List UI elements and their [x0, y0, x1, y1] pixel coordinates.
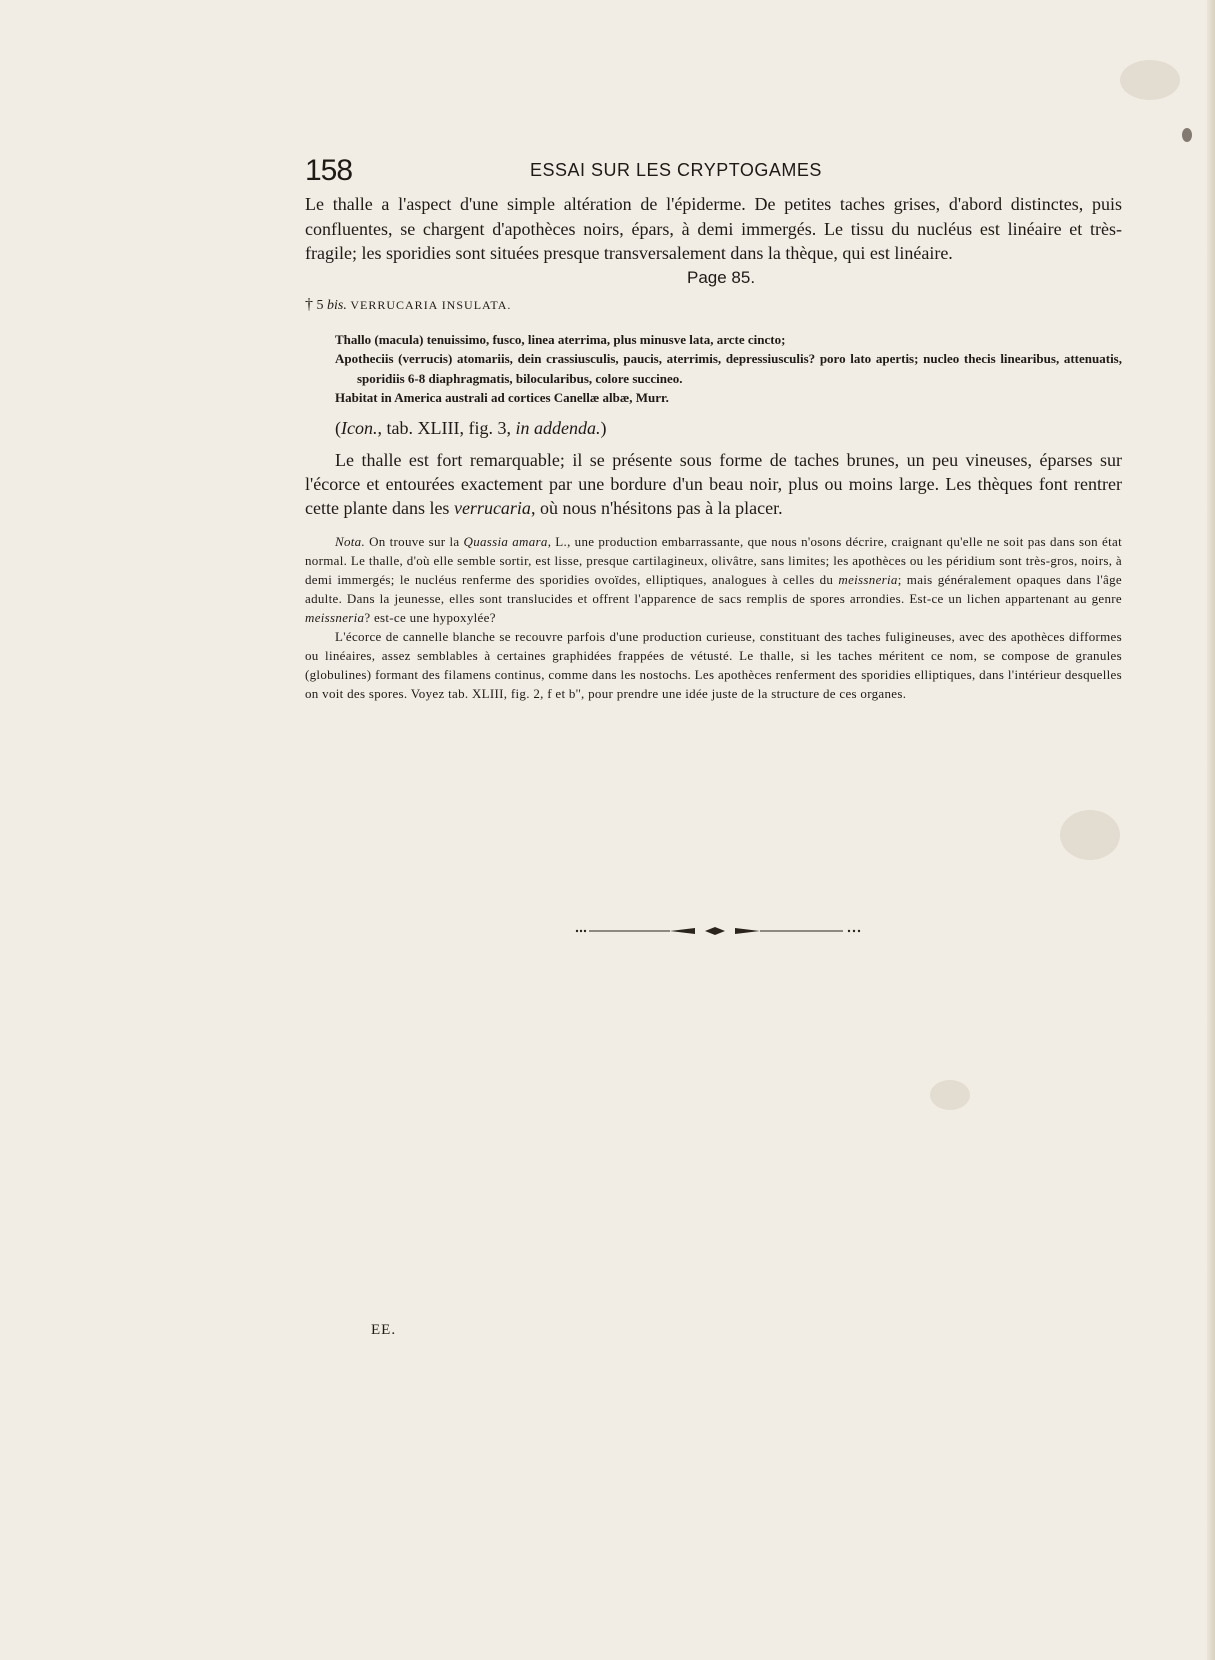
- nota-c: ; mais généralement opaques dans l'âge adulte. Dans la jeunesse, elles sont translucides et offrent l'apparence de sacs remplis de spores arrondies. Est-ce un lichen appartenant au genre: [305, 571, 1122, 606]
- page-reference: Page 85.: [687, 267, 756, 287]
- latin-diagnosis: [335, 330, 1122, 408]
- ornament-divider: [575, 924, 865, 938]
- latin-apothecia: Apotheciis (verrucis) atomariis, dein crassiusculis, paucis, aterrimis, depressiusculis? poro lato apertis; nucleo thecis linearibus, attenuatis, sporidiis 6-8 diaphragmatis, bilocularibus, colore succineo.: [335, 351, 1122, 386]
- paren-open: (: [335, 417, 341, 438]
- p2-genus: verrucaria: [453, 497, 531, 518]
- nota-paragraph: [305, 532, 1122, 627]
- nota-paragraph-cannelle: L'écorce de cannelle blanche se recouvre parfois d'une production curieuse, constituant des taches fuligineuses, avec des apothèces difformes ou linéaires, assez semblables à certaines graphidées frappées de vétusté. Le thalle, si les taches méritent ce nom, se compose de granules (globulines) formant des filamens continus, comme dans les nostochs. Les apothèces renferment des sporidies elliptiques, dans l'intérieur desquelles on voit des spores. Voyez tab. XLIII, fig. 2, f et b'', pour prendre une idée juste de la structure de ces organes.: [305, 628, 1122, 701]
- species-bis: bis.: [327, 297, 347, 313]
- icon-reference: [335, 418, 1122, 439]
- page-edge: [1207, 0, 1215, 1660]
- paragraph-remarque: [305, 448, 1122, 520]
- page-body: [305, 192, 1122, 703]
- nota-quassia: Quassia amara: [463, 533, 548, 549]
- p2-text-b: , où nous n'hésitons pas à la placer.: [530, 497, 783, 518]
- signature-mark: EE.: [371, 1322, 397, 1338]
- page-header: [305, 154, 1120, 188]
- paren-close: ): [600, 417, 607, 438]
- stain: [1182, 128, 1192, 142]
- nota-label: Nota.: [335, 533, 366, 549]
- species-name: VERRUCARIA INSULATA.: [350, 297, 512, 312]
- nota-meissneria-1: meissneria: [838, 571, 898, 587]
- page-number: 158: [305, 154, 353, 187]
- stain: [1060, 810, 1120, 860]
- nota-meissneria-2: meissneria: [305, 609, 365, 625]
- paragraph-thalle-description: Le thalle a l'aspect d'une simple altération de l'épiderme. De petites taches grises, d'abord distinctes, puis confluentes, se chargent d'apothèces noirs, épars, à demi immergés. Le tissu du nucléus est linéaire et très-fragile; les sporidies sont situées presque transversalement dans la thèque, qui est linéaire.: [305, 194, 1122, 263]
- nota-b: , L., une production embarrassante, que nous n'osons décrire, craignant qu'elle ne soit pas dans son état normal. Le thalle, d'où elle semble sortir, est lisse, presque cartilagineux, olivâtre, sans limites; les apothèces ou les péridium sont très-gros, noirs, à demi immergés; le nucléus renferme des sporidies ovoïdes, elliptiques, analogues à celles du: [305, 533, 1122, 587]
- stain: [1120, 60, 1180, 100]
- latin-thallus: Thallo (macula) tenuissimo, fusco, linea aterrima, plus minusve lata, arcte cincto;: [335, 331, 786, 347]
- nota-d: ? est-ce une hypoxylée?: [364, 609, 496, 625]
- dagger-mark: †: [305, 295, 313, 313]
- icon-label: Icon.: [341, 417, 378, 438]
- p2-text-a: Le thalle est fort remarquable; il se présente sous forme de taches brunes, un peu vineuses, éparses sur l'écorce et entourées exactement par une bordure d'un beau noir, plus ou moins large. Les thèques font rentrer cette plante dans les: [305, 449, 1122, 518]
- species-heading: [305, 296, 1122, 316]
- icon-plate: , tab. XLIII, fig. 3,: [377, 417, 516, 438]
- nota-a: On trouve sur la: [365, 533, 464, 549]
- latin-habitat: Habitat in America australi ad cortices Canellæ albæ, Murr.: [335, 390, 669, 405]
- icon-addenda: in addenda.: [515, 417, 601, 438]
- stain: [930, 1080, 970, 1110]
- running-title: ESSAI SUR LES CRYPTOGAMES: [530, 160, 822, 180]
- species-number: 5: [316, 297, 327, 313]
